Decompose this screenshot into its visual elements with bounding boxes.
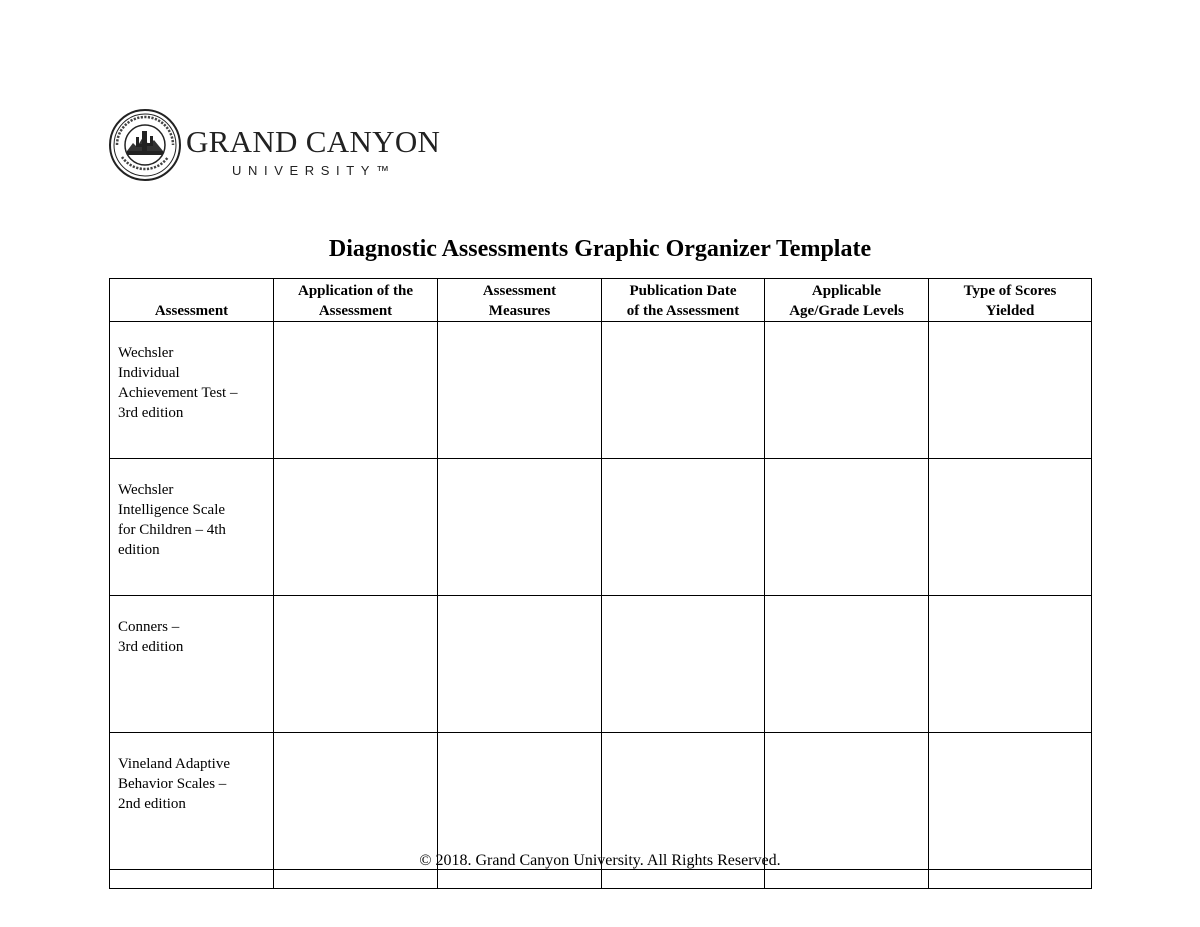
assessment-name-cell: Wechsler Individual Achievement Test – 3rd edition [110,322,274,459]
table-row [110,322,1092,459]
publication-date-cell[interactable] [602,596,765,733]
publication-date-cell[interactable] [602,459,765,596]
publication-date-cell[interactable] [602,733,765,870]
score-types-cell[interactable] [929,322,1092,459]
graphic-organizer-table [109,278,1092,889]
university-subtitle: UNIVERSITY™ [232,163,396,178]
table-row [110,596,1092,733]
empty-cell[interactable] [438,870,602,889]
age-grade-cell[interactable] [765,733,929,870]
score-types-cell[interactable] [929,596,1092,733]
university-logo [108,107,441,183]
score-types-cell[interactable] [929,733,1092,870]
page-title: Diagnostic Assessments Graphic Organizer Template [328,236,872,262]
age-grade-cell[interactable] [765,459,929,596]
score-types-cell[interactable] [929,459,1092,596]
header-measures: Assessment Measures [438,279,602,322]
university-seal-icon [108,107,184,183]
table-row-empty [110,870,1092,889]
header-publication-date: Publication Date of the Assessment [602,279,765,322]
assessment-name-cell: Vineland Adaptive Behavior Scales – 2nd edition [110,733,274,870]
header-age-grade-levels: Applicable Age/Grade Levels [765,279,929,322]
empty-cell[interactable] [602,870,765,889]
age-grade-cell[interactable] [765,322,929,459]
measures-cell[interactable] [438,322,602,459]
empty-cell[interactable] [110,870,274,889]
table-header-row [110,279,1092,322]
copyright-footer: © 2018. Grand Canyon University. All Rights Reserved. [419,852,781,869]
application-cell[interactable] [274,322,438,459]
table-row [110,733,1092,870]
application-cell[interactable] [274,459,438,596]
measures-cell[interactable] [438,459,602,596]
measures-cell[interactable] [438,596,602,733]
university-name: GRAND CANYON [186,124,441,159]
empty-cell[interactable] [929,870,1092,889]
age-grade-cell[interactable] [765,596,929,733]
empty-cell[interactable] [765,870,929,889]
application-cell[interactable] [274,596,438,733]
header-application: Application of the Assessment [274,279,438,322]
table-row [110,459,1092,596]
application-cell[interactable] [274,733,438,870]
empty-cell[interactable] [274,870,438,889]
header-assessment: Assessment [110,279,274,322]
header-score-types: Type of Scores Yielded [929,279,1092,322]
assessment-name-cell: Conners – 3rd edition [110,596,274,733]
publication-date-cell[interactable] [602,322,765,459]
assessment-name-cell: Wechsler Intelligence Scale for Children – 4th edition [110,459,274,596]
measures-cell[interactable] [438,733,602,870]
